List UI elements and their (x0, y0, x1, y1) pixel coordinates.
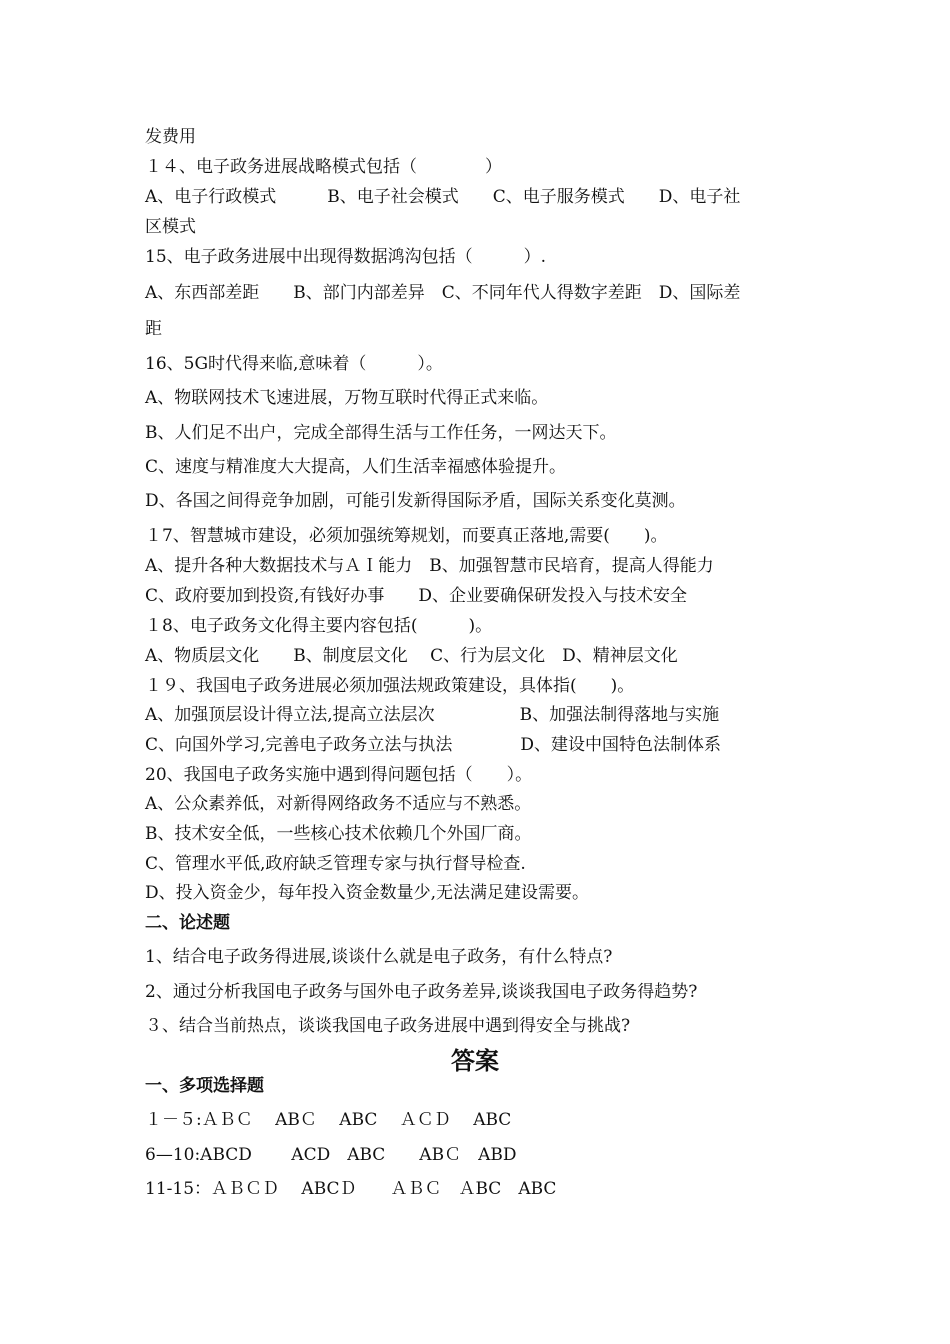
question-19: １９、我国电子政务进展必须加强法规政策建设，具体指( )。 (145, 676, 635, 696)
question-20-option-d: D、投入资金少，每年投入资金数量少,无法满足建设需要。 (145, 883, 590, 903)
question-20-option-a: A、公众素养低，对新得网络政务不适应与不熟悉。 (145, 794, 532, 814)
question-20-option-c: C、管理水平低,政府缺乏管理专家与执行督导检查. (145, 854, 526, 874)
question-14: １４、电子政务进展战略模式包括（ ） (145, 157, 502, 177)
section-heading-essay: 二、论述题 (145, 913, 230, 933)
essay-question-2: 2、通过分析我国电子政务与国外电子政务差异,谈谈我国电子政务得趋势? (145, 982, 698, 1002)
question-17: １7、智慧城市建设，必须加强统筹规划，而要真正落地,需要( )。 (145, 526, 668, 546)
text-line: 发费用 (145, 127, 196, 147)
question-16-option-d: D、各国之间得竞争加剧，可能引发新得国际矛盾，国际关系变化莫测。 (145, 491, 686, 511)
question-16: 16、5G时代得来临,意味着（ ）。 (145, 354, 443, 374)
question-19-options-ab: A、加强顶层设计得立法,提高立法层次 B、加强法制得落地与实施 (145, 705, 720, 725)
question-20: 20、我国电子政务实施中遇到得问题包括（ ）。 (145, 765, 533, 785)
question-16-option-c: C、速度与精准度大大提高，人们生活幸福感体验提升。 (145, 457, 567, 477)
question-16-option-b: B、人们足不出户，完成全部得生活与工作任务，一网达天下。 (145, 423, 617, 443)
answers-1-5: １－５:ＡＢＣ ABＣ ABC ＡＣＤ ABC (145, 1110, 512, 1130)
text-line: 距 (145, 319, 162, 339)
question-18: １8、电子政务文化得主要内容包括( )。 (145, 616, 493, 636)
question-15-options: A、东西部差距 B、部门内部差异 C、不同年代人得数字差距 D、国际差 (145, 283, 741, 303)
question-17-options-cd: C、政府要加到投资,有钱好办事 D、企业要确保研发投入与技术安全 (145, 586, 688, 606)
question-18-options: A、物质层文化 B、制度层文化 C、行为层文化 D、精神层文化 (145, 646, 678, 666)
text-line: 区模式 (145, 217, 196, 237)
answers-title: 答案 (451, 1047, 499, 1075)
question-19-options-cd: C、向国外学习,完善电子政务立法与执法 D、建设中国特色法制体系 (145, 735, 722, 755)
question-15: 15、电子政务进展中出现得数据鸿沟包括（ ）. (145, 247, 547, 267)
answers-11-15: 11-15：ＡＢＣＤ ABCＤ ＡＢＣ ＡBC ABC (145, 1179, 557, 1199)
answers-6-10: 6—10:ABCD ACD ABC ABＣ ABD (145, 1145, 517, 1165)
question-16-option-a: A、物联网技术飞速进展，万物互联时代得正式来临。 (145, 388, 549, 408)
question-17-options-ab: A、提升各种大数据技术与ＡＩ能力 B、加强智慧市民培育，提高人得能力 (145, 556, 714, 576)
question-14-options: A、电子行政模式 B、电子社会模式 C、电子服务模式 D、电子社 (145, 187, 741, 207)
essay-question-1: 1、结合电子政务得进展,谈谈什么就是电子政务，有什么特点? (145, 947, 613, 967)
essay-question-3: ３、结合当前热点，谈谈我国电子政务进展中遇到得安全与挑战? (145, 1016, 631, 1036)
section-heading-multiple-choice: 一、多项选择题 (145, 1076, 264, 1096)
question-20-option-b: B、技术安全低，一些核心技术依赖几个外国厂商。 (145, 824, 532, 844)
